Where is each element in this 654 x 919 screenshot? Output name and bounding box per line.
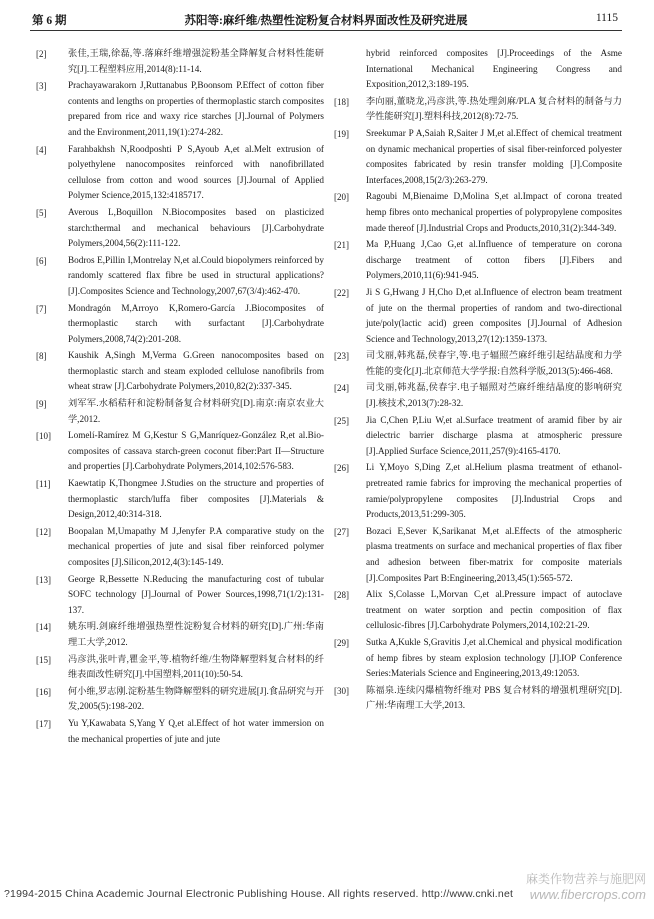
reference-number: [15]	[36, 654, 51, 665]
reference-item	[36, 396, 324, 427]
reference-text: Bodros E,Pillin I,Montrelay N,et al.Could biopolymers reinforced by randomly scattered flax fibre be used in structural applications? [J].Composites Science and Technology,2007,67(3/4):462-470.	[68, 254, 324, 296]
reference-item	[36, 476, 324, 523]
reference-item	[334, 348, 622, 379]
reference-number: [8]	[36, 351, 47, 362]
reference-number: [24]	[334, 383, 349, 394]
reference-number: [12]	[36, 526, 51, 537]
reference-item	[334, 126, 622, 188]
reference-item	[334, 237, 622, 284]
reference-number: [5]	[36, 207, 47, 218]
reference-text: Kaushik A,Singh M,Verma G.Green nanocomposites based on thermoplastic starch and steam exploded cellulose nanofibrils from wheat straw [J].Carbohydrate Polymers,2010,82(2):337-345.	[68, 350, 324, 392]
reference-item	[36, 716, 324, 747]
reference-item	[334, 94, 622, 125]
reference-item	[36, 684, 324, 715]
reference-number: [16]	[36, 686, 51, 697]
reference-number: [2]	[36, 49, 47, 59]
reference-item	[36, 205, 324, 252]
reference-number: [4]	[36, 144, 47, 155]
reference-text: 司戈丽,韩兆磊,侯春宇.电子辐照对苎麻纤维结晶度的影响研究[J].核技术,2013(7):28-32.	[366, 382, 622, 409]
reference-text: Ragoubi M,Bienaime D,Molina S,et al.Impact of corona treated hemp fibres onto mechanical properties of polypropylene composites made thereof [J].Industrial Crops and Products,2010,31(2):344-349.	[366, 191, 622, 233]
reference-text: Yu Y,Kawabata S,Yang Y Q,et al.Effect of hot water immersion on the mechanical properties of jute and jute	[68, 717, 324, 744]
reference-text: Mondragón M,Arroyo K,Romero-García J.Biocomposites of thermoplastic starch with surfactant [J].Carbohydrate Polymers,2008,74(2):201-208.	[68, 302, 324, 344]
reference-item	[36, 46, 324, 77]
reference-number: [13]	[36, 574, 51, 585]
reference-number: [14]	[36, 622, 51, 633]
watermark-url: www.fibercrops.com	[529, 887, 646, 902]
reference-item	[334, 189, 622, 236]
issue-number: 第 6 期	[32, 15, 67, 27]
reference-item	[36, 142, 324, 204]
reference-item	[334, 285, 622, 347]
running-header	[30, 8, 622, 31]
watermark-name: 麻类作物营养与施肥网	[525, 872, 646, 886]
reference-text: 陈福泉.连续闪爆植物纤维对 PBS 复合材料的增强机理研究[D].广州:华南理工大学,2013.	[366, 684, 622, 711]
reference-text: Prachayawarakorn J,Ruttanabus P,Boonsom P.Effect of cotton fiber contents and lengths on properties of thermoplastic starch composites prepared from rice and waxy rice starches [J].Journal of Polymers and the Environment,2011,19(1):274-282.	[68, 80, 324, 137]
reference-text: hybrid reinforced composites [J].Proceedings of the Asme International Mechanical Engineering Congress and Exposition,2012,3:189-195.	[366, 48, 622, 90]
reference-text: 司戈丽,韩兆磊,侯春宇,等.电子辐照苎麻纤维引起结晶度和力学性能的变化[J].北京师范大学学报:自然科学版,2013(5):466-468.	[366, 350, 622, 376]
reference-text: Ji S G,Hwang J H,Cho D,et al.Influence of electron beam treatment of jute on the thermal properties of random and two-directional jute/poly(lactic acid) green composites [J].Journal of Adhesion Science and Technology,2013,27(12):1359-1373.	[366, 286, 622, 344]
site-watermark	[496, 872, 646, 902]
reference-text: Sutka A,Kukle S,Gravitis J,et al.Chemical and physical modification of hemp fibres by steam explosion technology [J].IOP Conference Series:Materials Science and Engineering,2013,49:12053.	[366, 636, 622, 679]
reference-text: 李向丽,董晓龙,冯彦洪,等.热处理剑麻/PLA 复合材料的制备与力学性能研究[J].塑料科技,2012(8):72-75.	[366, 95, 622, 122]
reference-number: [21]	[334, 240, 349, 251]
references-right-column	[334, 46, 622, 715]
reference-item	[36, 428, 324, 475]
reference-number: [19]	[334, 128, 349, 139]
reference-item	[36, 78, 324, 140]
reference-number: [29]	[334, 637, 349, 648]
reference-number: [20]	[334, 192, 349, 203]
reference-number: [23]	[334, 351, 349, 362]
reference-item	[334, 635, 622, 682]
reference-text: Li Y,Moyo S,Ding Z,et al.Helium plasma treatment of ethanol-pretreated ramie fabrics for improving the mechanical properties of ramie/polypropylene composites [J].Industrial Crops and Products,2013,51:299-305.	[366, 462, 622, 520]
reference-text: Farahbakhsh N,Roodposhti P S,Ayoub A,et al.Melt extrusion of polyethylene nanocomposites reinforced with nanofibrillated cellulose from cotton and wood sources [J].Journal of Applied Polymer Science,2015,132:4185717.	[68, 143, 324, 201]
reference-item	[36, 301, 324, 348]
reference-text: Jia C,Chen P,Liu W,et al.Surface treatment of aramid fiber by air dielectric barrier discharge plasma at atmospheric pressure [J].Applied Surface Science,2011,257(9):4165-4170.	[366, 414, 622, 456]
reference-item	[334, 380, 622, 411]
reference-text: 冯彦洪,张叶青,瞿金平,等.植物纤维/生物降解塑料复合材料的纤维表面改性研究[J].中国塑料,2011(10):50-54.	[68, 653, 324, 680]
reference-text: Sreekumar P A,Saiah R,Saiter J M,et al.Effect of chemical treatment on dynamic mechanical properties of sisal fiber-reinforced polyester composites fabricated by resin transfer molding [J].Composite Interfaces,2008,15(2/3):263-279.	[366, 127, 622, 185]
reference-number: [9]	[36, 399, 47, 410]
reference-item	[334, 460, 622, 522]
reference-text: 刘军军.水稻秸秆和淀粉制备复合材料研究[D].南京:南京农业大学,2012.	[68, 398, 324, 424]
reference-number: [26]	[334, 463, 349, 474]
reference-item	[36, 524, 324, 571]
reference-text: Ma P,Huang J,Cao G,et al.Influence of temperature on corona discharge treatment of cotton fibers [J].Fibers and Polymers,2010,11(6):941-945.	[366, 239, 622, 281]
reference-item	[334, 413, 622, 460]
reference-item	[36, 619, 324, 650]
reference-number: [3]	[36, 81, 47, 92]
running-title: 苏阳等:麻纤维/热塑性淀粉复合材料界面改性及研究进展	[184, 15, 468, 27]
reference-item	[36, 652, 324, 683]
reference-number: [27]	[334, 526, 349, 537]
reference-item	[334, 683, 622, 714]
reference-text: 何小维,罗志刚.淀粉基生物降解塑料的研究进展[J].食品研究与开发,2005(5):198-202.	[68, 685, 324, 712]
reference-item	[36, 348, 324, 395]
reference-text: 姚东明.剑麻纤维增强热塑性淀粉复合材料的研究[D].广州:华南理工大学,2012.	[68, 621, 324, 647]
reference-number: [10]	[36, 431, 51, 442]
reference-text: Lomelí-Ramírez M G,Kestur S G,Manríquez-González R,et al.Bio-composites of cassava starch-green coconut fiber:Part II—Structure and properties [J].Carbohydrate Polymers,2014,102:576-583.	[68, 430, 324, 472]
reference-number: [18]	[334, 96, 349, 107]
reference-item	[334, 524, 622, 586]
references-left-column	[36, 46, 324, 748]
reference-number: [11]	[36, 479, 51, 490]
reference-text: Kaewtatip K,Thongmee J.Studies on the structure and properties of thermoplastic starch/luffa fiber composites [J].Materials & Design,2012,40:314-318.	[68, 478, 324, 520]
reference-text: Bozaci E,Sever K,Sarikanat M,et al.Effects of the atmospheric plasma treatments on surface and mechanical properties of flax fiber and adhesion between fiber-matrix for composite materials [J].Composites Part B:Engineering,2013,45(1):565-572.	[366, 525, 622, 583]
reference-item	[36, 572, 324, 619]
reference-text: Boopalan M,Umapathy M J,Jenyfer P.A comparative study on the mechanical properties of jute and sisal fiber reinforced polymer composites [J].Silicon,2012,4(3):145-149.	[68, 525, 324, 567]
reference-text: Alix S,Colasse L,Morvan C,et al.Pressure impact of autoclave treatment on water sorption and pectin composition of flax cellulosic-fibres [J].Carbohydrate Polymers,2014,102:21-29.	[366, 589, 622, 631]
reference-number: [6]	[36, 255, 47, 266]
reference-item	[334, 587, 622, 634]
reference-number: [28]	[334, 590, 349, 601]
reference-item	[36, 253, 324, 300]
reference-number: [17]	[36, 718, 51, 729]
reference-number: [30]	[334, 685, 349, 696]
reference-number: [22]	[334, 287, 349, 298]
reference-text: 张佳,王瑞,徐磊,等.落麻纤维增强淀粉基全降解复合材料性能研究[J].工程塑料应用,2014(8):11-14.	[68, 48, 324, 74]
copyright-footer: ?1994-2015 China Academic Journal Electronic Publishing House. All rights reserved. http://www.cnki.net	[4, 888, 514, 900]
reference-item	[366, 46, 622, 93]
reference-text: Averous L,Boquillon N.Biocomposites based on plasticized starch:thermal and mechanical behaviours [J].Carbohydrate Polymers,2004,56(2):111-122.	[68, 206, 324, 249]
reference-number: [7]	[36, 303, 47, 314]
reference-text: George R,Bessette N.Reducing the manufacturing cost of tubular SOFC technology [J].Journal of Power Sources,1998,71(1/2):131-137.	[68, 573, 324, 615]
page-number: 1115	[595, 12, 618, 24]
reference-number: [25]	[334, 415, 349, 426]
